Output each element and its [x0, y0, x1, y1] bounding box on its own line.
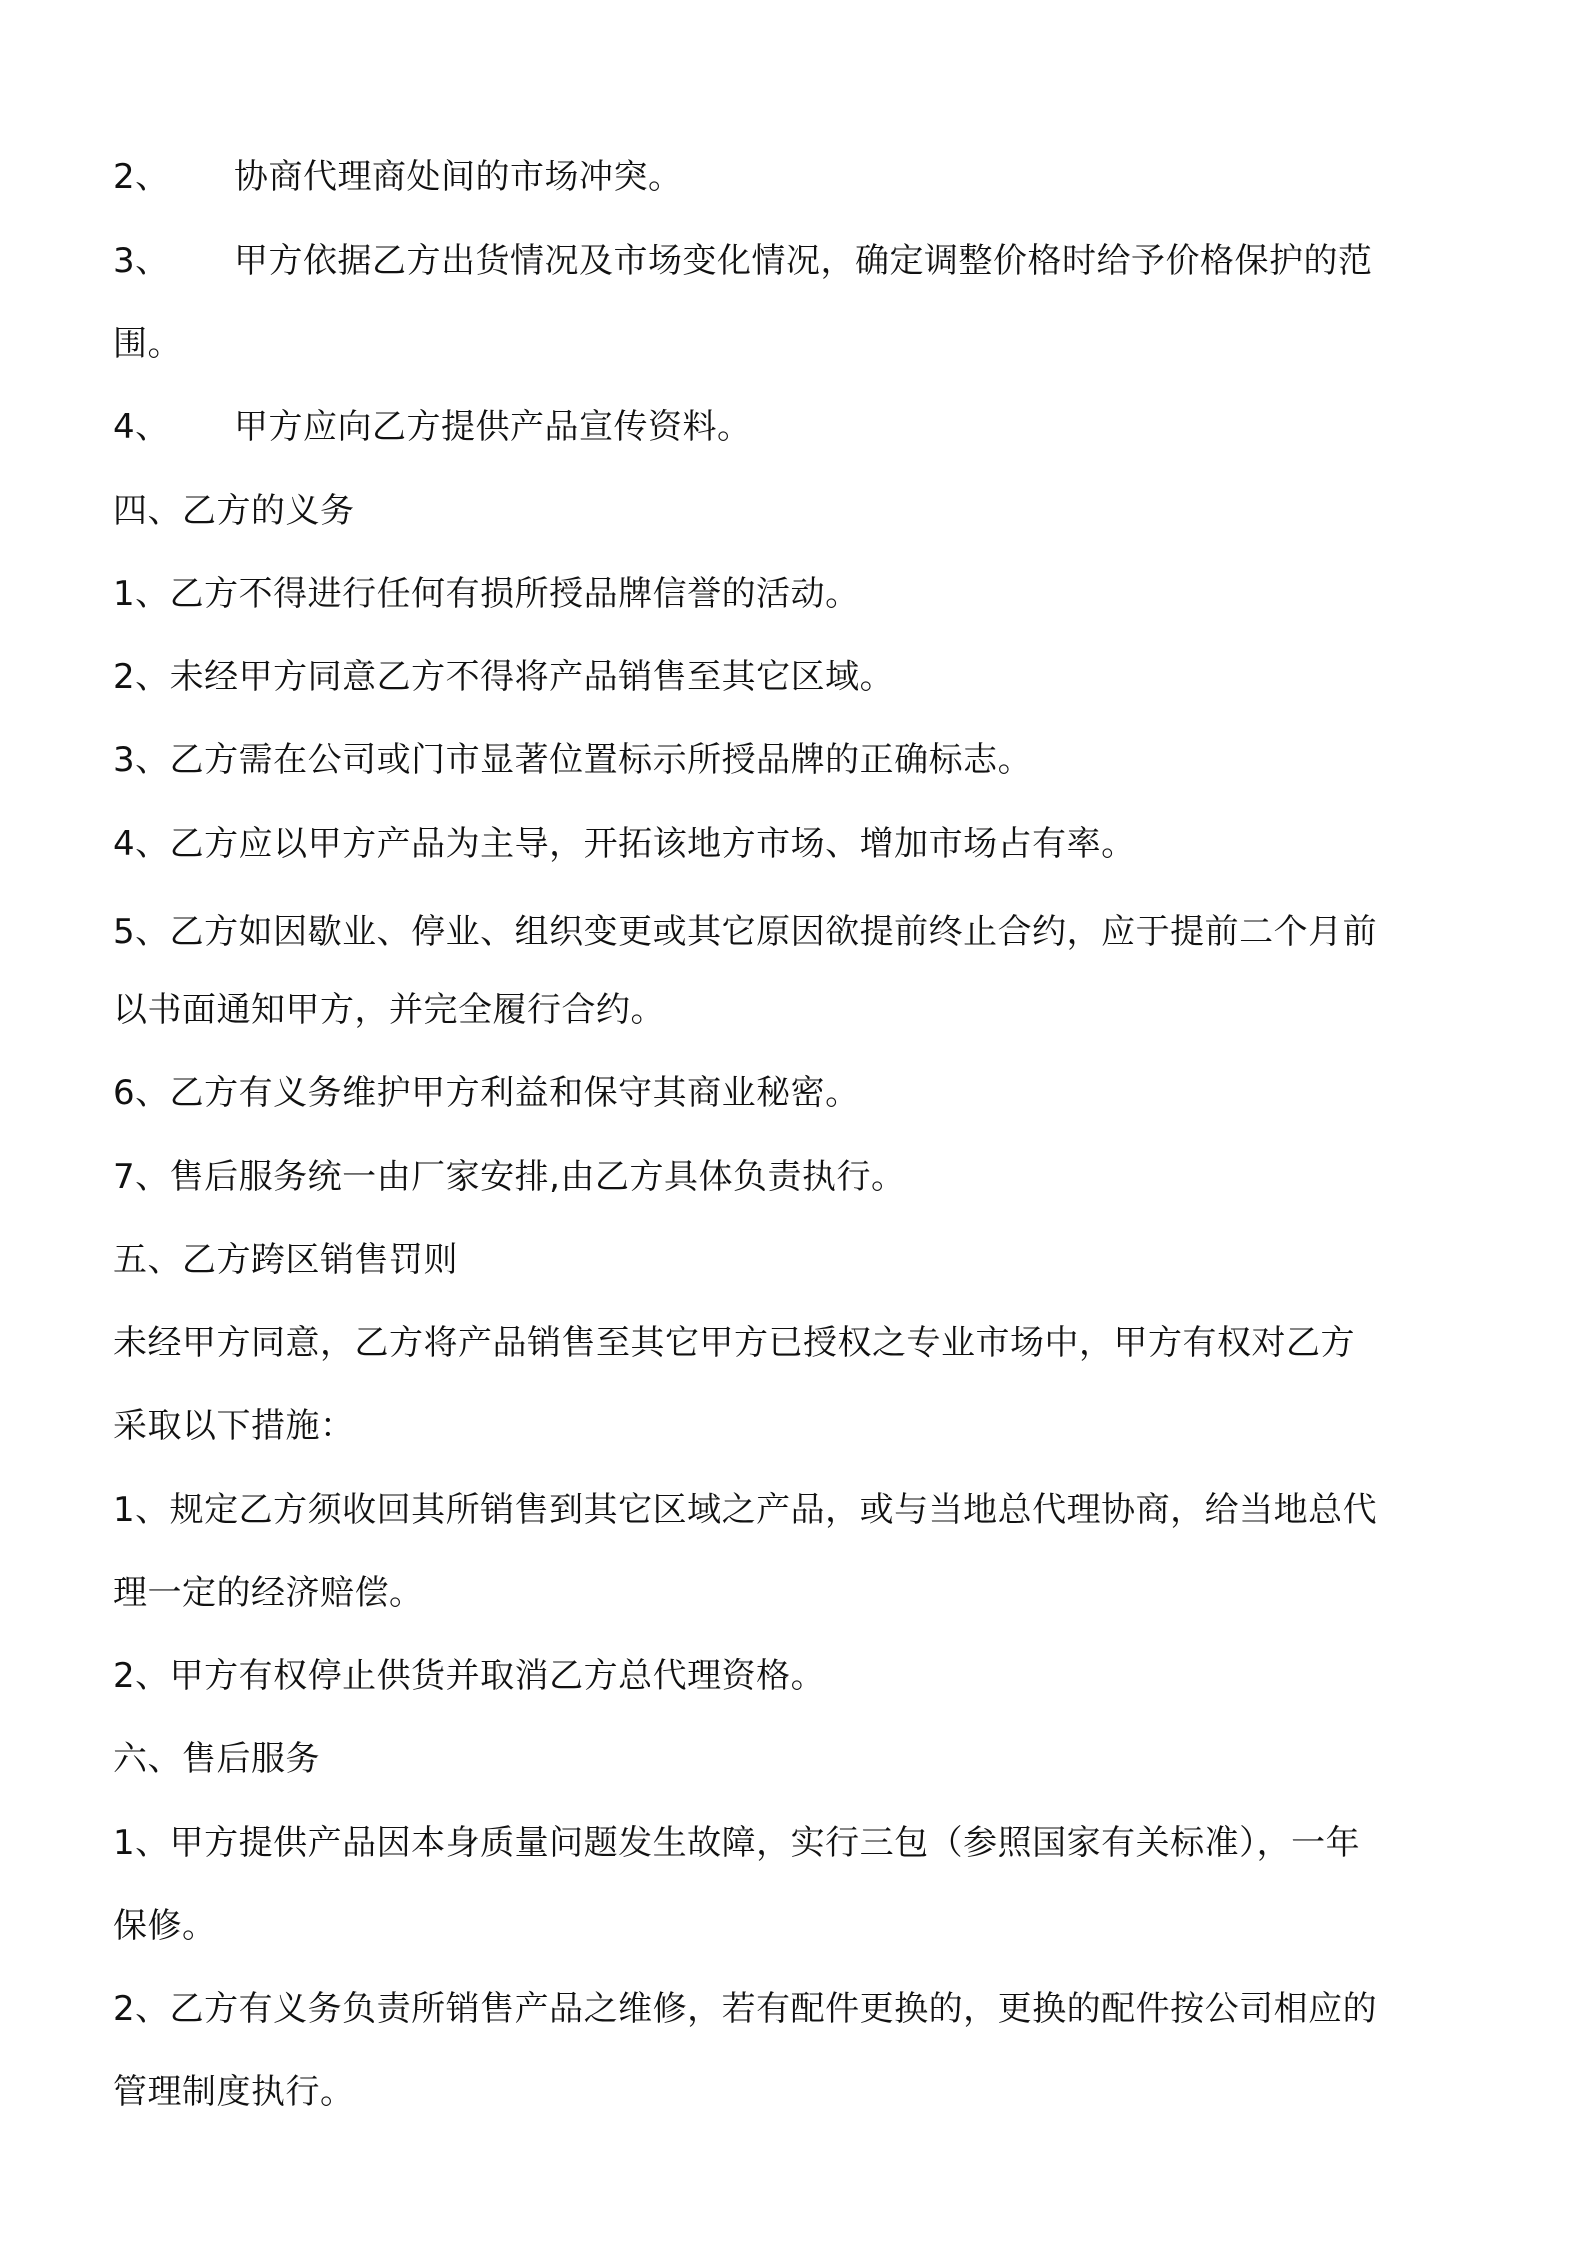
list-item [113, 405, 752, 449]
paragraph-line: 5、乙方如因歇业、停业、组织变更或其它原因欲提前终止合约，应于提前二个月前 [113, 912, 1378, 952]
paragraph-line: 2、乙方有义务负责所销售产品之维修，若有配件更换的，更换的配件按公司相应的 [113, 1989, 1378, 2029]
paragraph-line: 6、乙方有义务维护甲方利益和保守其商业秘密。 [113, 1073, 860, 1113]
section-heading: 四、乙方的义务 [113, 491, 355, 531]
list-item-continuation [113, 322, 182, 366]
item-text: 围。 [113, 324, 182, 364]
item-text: 甲方依据乙方出货情况及市场变化情况，确定调整价格时给予价格保护的范 [234, 241, 1373, 281]
list-item [113, 239, 1373, 283]
paragraph-line: 以书面通知甲方，并完全履行合约。 [113, 990, 665, 1030]
paragraph-line: 未经甲方同意，乙方将产品销售至其它甲方已授权之专业市场中，甲方有权对乙方 [113, 1323, 1355, 1363]
paragraph-line: 1、乙方不得进行任何有损所授品牌信誉的活动。 [113, 574, 860, 614]
item-text: 甲方应向乙方提供产品宣传资料。 [234, 407, 752, 447]
paragraph-line: 7、售后服务统一由厂家安排,由乙方具体负责执行。 [113, 1157, 906, 1197]
paragraph-line: 1、规定乙方须收回其所销售到其它区域之产品，或与当地总代理协商，给当地总代 [113, 1490, 1378, 1530]
section-heading: 六、售后服务 [113, 1739, 320, 1779]
paragraph-line: 2、未经甲方同意乙方不得将产品销售至其它区域。 [113, 657, 895, 697]
paragraph-line: 1、甲方提供产品因本身质量问题发生故障，实行三包（参照国家有关标准），一年 [113, 1823, 1361, 1863]
section-heading: 五、乙方跨区销售罚则 [113, 1240, 458, 1280]
item-number: 3、 [113, 241, 170, 281]
paragraph-line: 管理制度执行。 [113, 2072, 355, 2112]
item-text: 协商代理商处间的市场冲突。 [234, 157, 683, 197]
item-number: 2、 [113, 157, 170, 197]
paragraph-line: 保修。 [113, 1906, 217, 1946]
paragraph-line: 4、乙方应以甲方产品为主导，开拓该地方市场、增加市场占有率。 [113, 824, 1136, 864]
item-number: 4、 [113, 407, 170, 447]
paragraph-line: 采取以下措施： [113, 1406, 355, 1446]
paragraph-line: 理一定的经济赔偿。 [113, 1573, 424, 1613]
paragraph-line: 3、乙方需在公司或门市显著位置标示所授品牌的正确标志。 [113, 740, 1033, 780]
list-item [113, 155, 683, 199]
paragraph-line: 2、甲方有权停止供货并取消乙方总代理资格。 [113, 1656, 826, 1696]
